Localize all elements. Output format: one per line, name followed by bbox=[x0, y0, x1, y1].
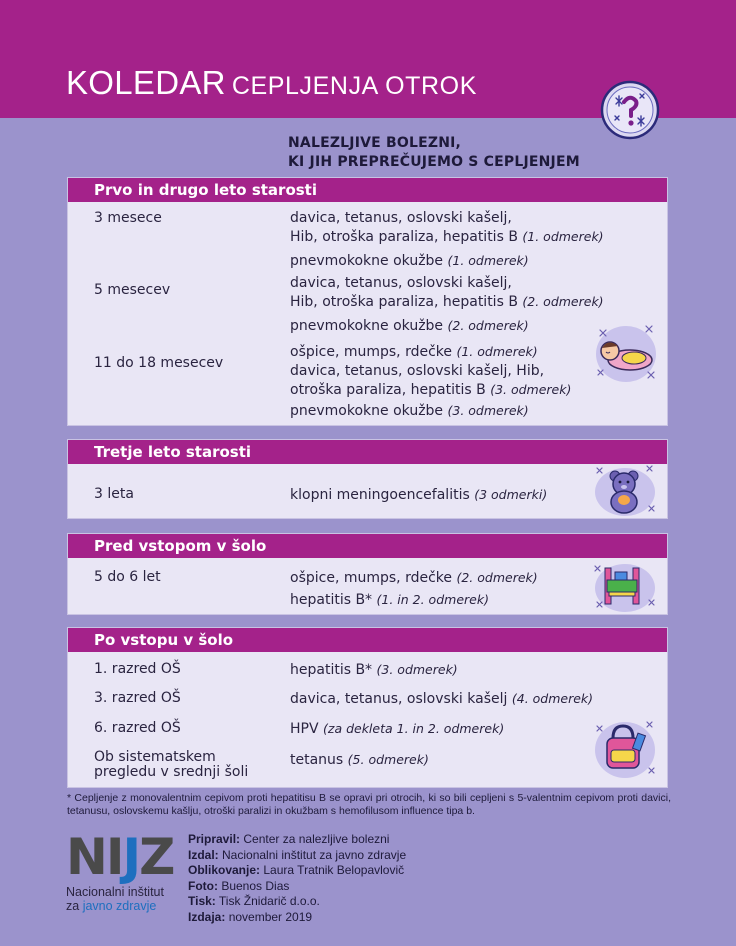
question-badge-icon bbox=[600, 80, 660, 140]
section-title: Prvo in drugo leto starosti bbox=[68, 178, 667, 202]
vaccine-line: otroška paraliza, hepatitis B (3. odmerek) bbox=[290, 382, 572, 398]
credit-line: Foto: Buenos Dias bbox=[188, 878, 290, 893]
section-title: Po vstopu v šolo bbox=[68, 628, 667, 652]
vaccine-line: ošpice, mumps, rdečke (1. odmerek) bbox=[290, 344, 538, 360]
vaccine-line: ošpice, mumps, rdečke (2. odmerek) bbox=[290, 570, 538, 586]
title-main: KOLEDAR bbox=[66, 64, 226, 101]
vaccine-line: pnevmokokne okužbe (2. odmerek) bbox=[290, 318, 529, 334]
school-bag-icon bbox=[588, 716, 660, 782]
teddy-bear-icon bbox=[588, 462, 660, 518]
vaccine-line: klopni meningoencefalitis (3 odmerki) bbox=[290, 487, 548, 503]
section-title: Pred vstopom v šolo bbox=[68, 534, 667, 558]
logo-mark: NIJZ bbox=[66, 828, 174, 886]
logo-text: Nacionalni inštitut za javno zdravje bbox=[66, 885, 164, 913]
section-third-year bbox=[67, 439, 668, 519]
section-before-school bbox=[67, 533, 668, 615]
age-label: 3 leta bbox=[94, 486, 134, 502]
vaccine-line: davica, tetanus, oslovski kašelj, bbox=[290, 210, 512, 226]
credit-line: Izdaja: november 2019 bbox=[188, 909, 313, 924]
vaccine-line: pnevmokokne okužbe (3. odmerek) bbox=[290, 403, 529, 419]
credit-line: Oblikovanje: Laura Tratnik Belopavlovič bbox=[188, 863, 405, 877]
age-label: 3 mesece bbox=[94, 210, 162, 226]
sleeping-child-icon bbox=[590, 318, 660, 388]
vaccine-line: davica, tetanus, oslovski kašelj (4. odmerek) bbox=[290, 691, 594, 707]
credit-line: Izdal: Nacionalni inštitut za javno zdravje bbox=[188, 847, 407, 862]
vaccine-line: Hib, otroška paraliza, hepatitis B (1. odmerek) bbox=[290, 229, 604, 245]
vaccine-line: hepatitis B* (1. in 2. odmerek) bbox=[290, 592, 489, 608]
section-first-second-year bbox=[67, 177, 668, 426]
footnote: * Cepljenje z monovalentnim cepivom proti hepatitisu B se opravi pri otrocih, ki so bili cepljeni s 5-valentnim cepivom proti davici, tetanusu, oslovskemu kašlju, otroški paralizi in okužbam s hemofilusom influence tipa b. bbox=[67, 792, 671, 817]
age-label: pregledu v srednji šoli bbox=[94, 764, 249, 780]
vaccine-line: davica, tetanus, oslovski kašelj, bbox=[290, 275, 512, 291]
vaccine-line: pnevmokokne okužbe (1. odmerek) bbox=[290, 253, 529, 269]
vaccine-line: hepatitis B* (3. odmerek) bbox=[290, 662, 458, 678]
credit-line: Tisk: Tisk Žnidarič d.o.o. bbox=[188, 894, 320, 908]
section-title: Tretje leto starosti bbox=[68, 440, 667, 464]
heading-line-2: KI JIH PREPREČUJEMO S CEPLJENJEM bbox=[288, 154, 580, 170]
age-label: 11 do 18 mesecev bbox=[94, 355, 224, 371]
page-title bbox=[66, 64, 477, 102]
heading-line-1: NALEZLJIVE BOLEZNI, bbox=[288, 135, 462, 151]
vaccine-line: tetanus (5. odmerek) bbox=[290, 752, 429, 768]
title-sub: CEPLJENJA OTROK bbox=[231, 72, 477, 100]
section-after-school bbox=[67, 627, 668, 788]
diseases-heading bbox=[288, 134, 580, 172]
age-label: 1. razred OŠ bbox=[94, 661, 181, 677]
age-label: 5 mesecev bbox=[94, 282, 171, 298]
nijz-logo bbox=[66, 828, 174, 913]
credits bbox=[188, 832, 406, 925]
vaccine-line: HPV (za dekleta 1. in 2. odmerek) bbox=[290, 721, 505, 737]
age-label: 6. razred OŠ bbox=[94, 720, 181, 736]
vaccine-line: davica, tetanus, oslovski kašelj, Hib, bbox=[290, 363, 545, 379]
age-label: 5 do 6 let bbox=[94, 569, 161, 585]
toy-chair-icon bbox=[588, 558, 660, 614]
age-label: Ob sistematskem bbox=[94, 749, 216, 765]
vaccine-line: Hib, otroška paraliza, hepatitis B (2. odmerek) bbox=[290, 294, 604, 310]
credit-line: Pripravil: Center za nalezljive bolezni bbox=[188, 832, 390, 846]
age-label: 3. razred OŠ bbox=[94, 690, 181, 706]
